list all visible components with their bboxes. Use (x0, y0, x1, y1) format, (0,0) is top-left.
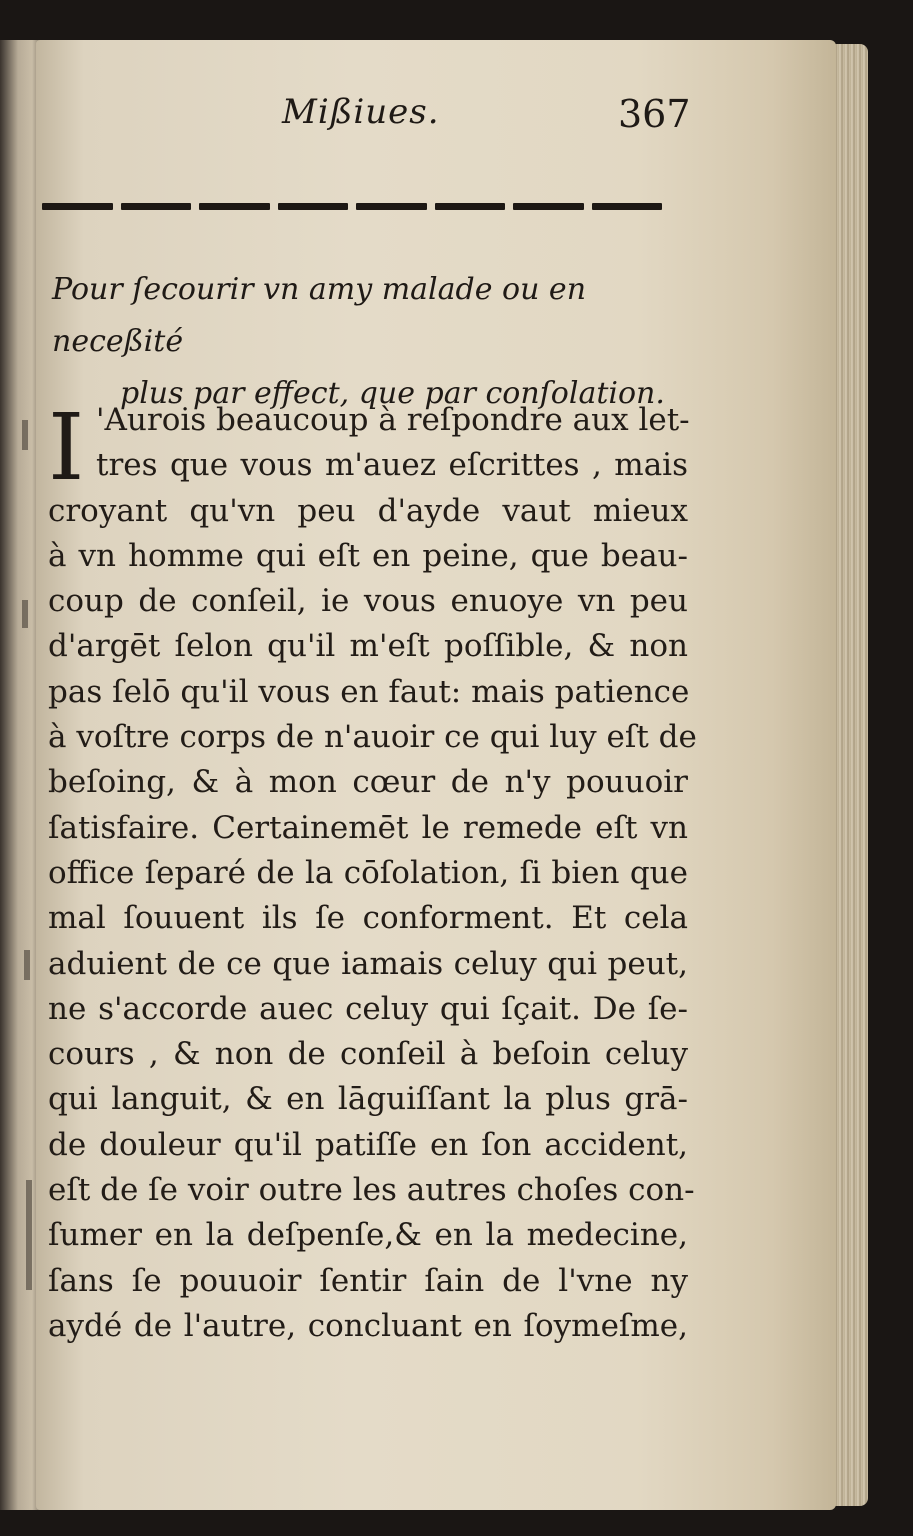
heading-line-2: plus par effect, que par conſolation. (120, 376, 665, 411)
body-line: à vn homme qui eſt en peine, que beau- (48, 537, 688, 574)
body-line: ne s'accorde auec celuy qui ſçait. De ſe- (48, 990, 688, 1027)
body-line: mal ſouuent ils ſe conforment. Et cela (48, 900, 688, 937)
margin-mark (24, 950, 30, 980)
body-line: de douleur qu'il patiſſe en ſon accident, (48, 1126, 688, 1163)
body-line: ſatisfaire. Certainemēt le remede eſt vn (48, 809, 688, 846)
drop-cap: I (48, 394, 85, 501)
facing-page-edge (0, 40, 40, 1510)
body-line: 'Aurois beaucoup à reſpondre aux let- (96, 402, 690, 438)
margin-mark (22, 600, 28, 628)
body-line: ſumer en la deſpenſe,& en la medecine, (48, 1217, 688, 1254)
margin-mark (22, 420, 28, 450)
letter-body (48, 394, 697, 1349)
body-line: pas ſelō qu'il vous en faut: mais patience (48, 673, 690, 710)
body-line: beſoing, & à mon cœur de n'y pouuoir (48, 764, 688, 801)
ornamental-rule (42, 203, 662, 211)
page-number: 367 (618, 92, 691, 136)
body-line: aduient de ce que iamais celuy qui peut, (48, 945, 688, 982)
margin-mark (26, 1180, 32, 1290)
body-line: à voſtre corps de n'auoir ce qui luy eſt de (48, 719, 697, 756)
body-line: coup de conſeil, ie vous enuoye vn peu (48, 583, 688, 620)
body-line: tres que vous m'auez eſcrittes , mais (96, 447, 688, 484)
body-line: ſans ſe pouuoir ſentir ſain de l'vne ny (48, 1262, 688, 1299)
body-line: croyant qu'vn peu d'ayde vaut mieux (48, 492, 688, 529)
running-title: Mißiues. (282, 92, 440, 132)
body-line: qui languit, & en lāguiſſant la plus grā- (48, 1081, 688, 1118)
body-line: aydé de l'autre, concluant en ſoymeſme, (48, 1307, 688, 1344)
body-line: eſt de ſe voir outre les autres choſes con- (48, 1172, 695, 1209)
body-line: d'argēt ſelon qu'il m'eſt poſſible, & non (48, 628, 688, 665)
letter-heading (48, 264, 688, 420)
body-line: office ſeparé de la cōſolation, ſi bien que (48, 854, 688, 891)
heading-line-1: Pour ſecourir vn amy malade ou en neceßité (52, 272, 587, 359)
body-line: cours , & non de conſeil à beſoin celuy (48, 1036, 688, 1073)
